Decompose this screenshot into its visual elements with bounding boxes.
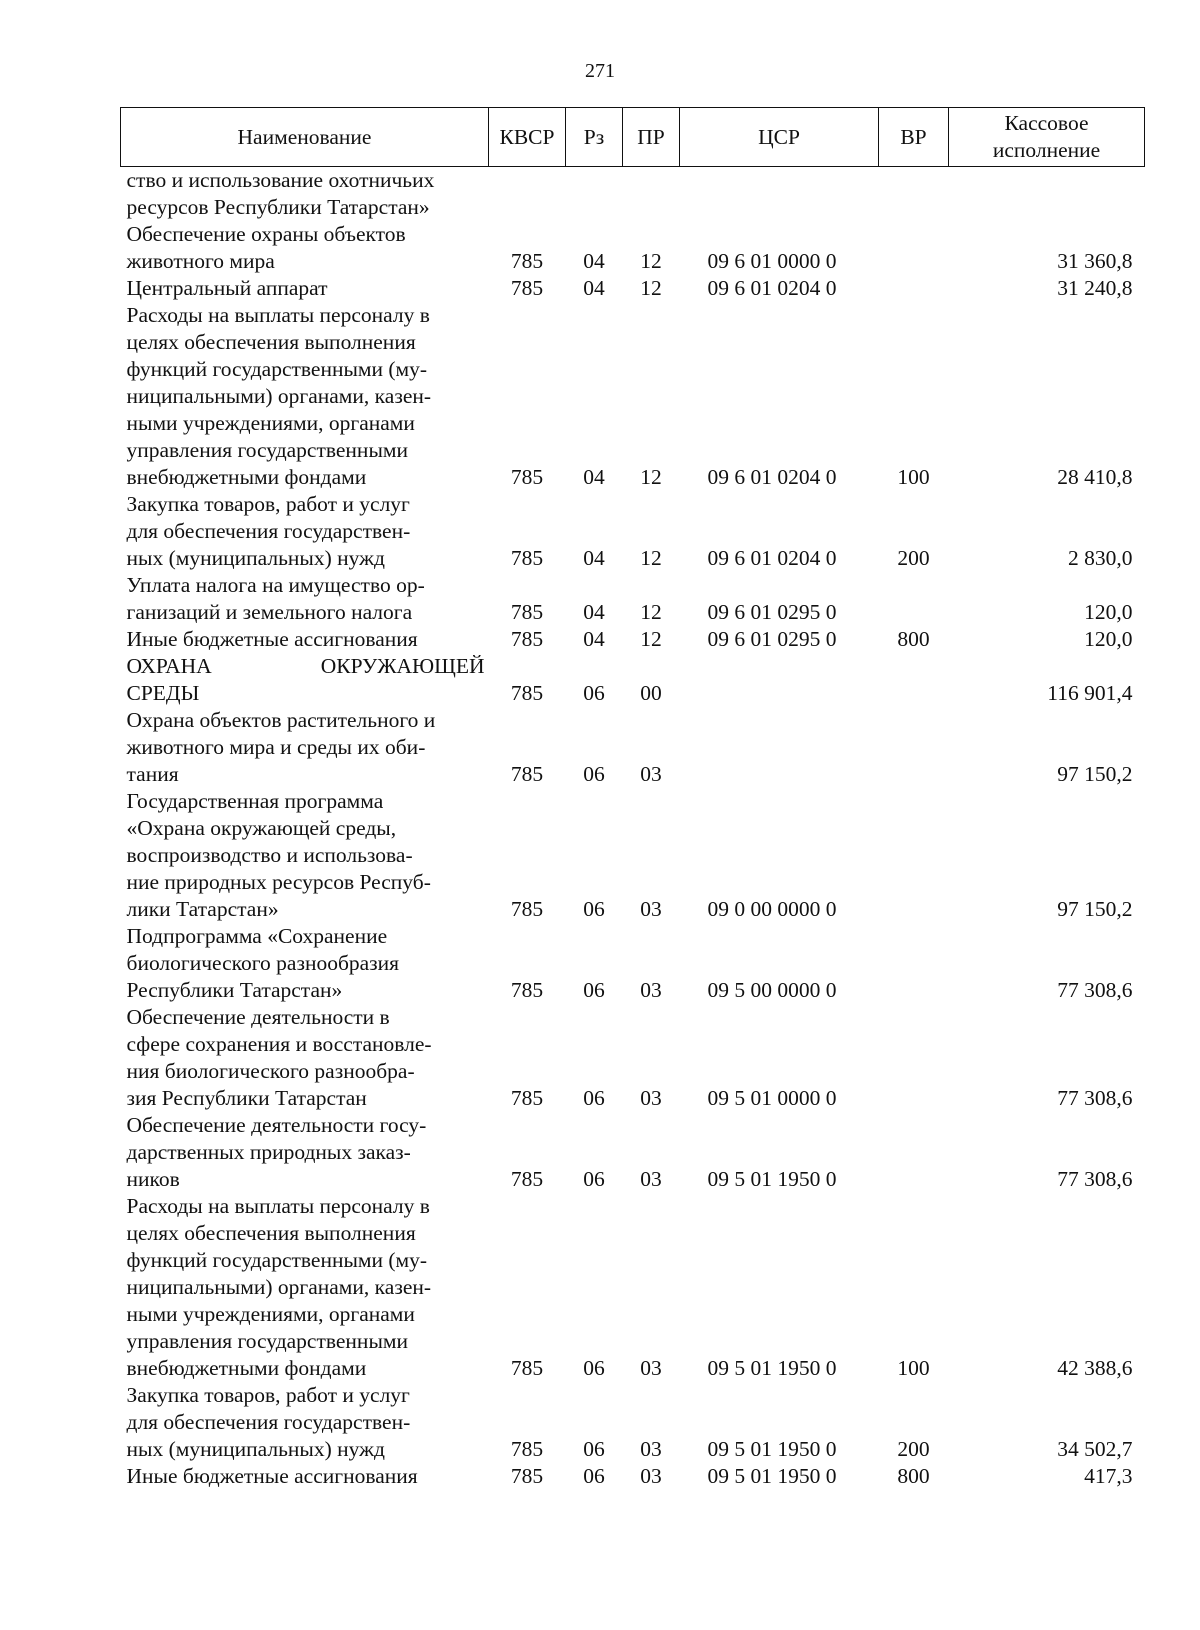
cell-kvsr: 785 bbox=[510, 1086, 544, 1110]
table-row bbox=[121, 1112, 1145, 1193]
cell-csr: 09 5 01 1950 0 bbox=[707, 1464, 837, 1488]
cell-rz: 06 bbox=[583, 978, 605, 1002]
page-number: 271 bbox=[585, 60, 615, 82]
cell-kvsr: 785 bbox=[510, 276, 544, 300]
cell-pr bbox=[623, 167, 680, 222]
cell-sum: 116 901,4 bbox=[1047, 681, 1133, 705]
cell-csr bbox=[680, 707, 879, 788]
cell-kvsr bbox=[489, 167, 566, 222]
table-body bbox=[121, 167, 1145, 1491]
cell-pr: 12 bbox=[640, 276, 662, 300]
cell-name: Обеспечение деятельности в сфере сохранения и восстановле- ния биологического разнообра- зия Республики Татарстан bbox=[126, 1005, 432, 1110]
cell-rz: 04 bbox=[583, 627, 605, 651]
cell-pr: 03 bbox=[640, 1437, 662, 1461]
header-csr: ЦСР bbox=[680, 108, 879, 167]
cell-name: Охрана объектов растительного и животного мира и среды их оби- тания bbox=[126, 708, 436, 786]
cell-kvsr: 785 bbox=[510, 546, 544, 570]
cell-rz bbox=[566, 167, 623, 222]
cell-sum: 77 308,6 bbox=[1057, 1086, 1133, 1110]
cell-pr: 03 bbox=[640, 897, 662, 921]
cell-pr: 00 bbox=[640, 681, 662, 705]
cell-sum: 42 388,6 bbox=[1057, 1356, 1133, 1380]
cell-sum: 97 150,2 bbox=[1057, 762, 1133, 786]
cell-csr: 09 6 01 0295 0 bbox=[707, 600, 837, 624]
cell-vr bbox=[879, 275, 949, 302]
cell-rz: 06 bbox=[583, 1086, 605, 1110]
cell-sum: 77 308,6 bbox=[1057, 1167, 1133, 1191]
cell-vr: 200 bbox=[897, 1437, 930, 1461]
budget-table-container bbox=[120, 107, 1144, 1490]
cell-vr: 200 bbox=[897, 546, 930, 570]
cell-name: Иные бюджетные ассигнования bbox=[126, 1464, 418, 1488]
cell-pr: 03 bbox=[640, 978, 662, 1002]
cell-sum: 31 360,8 bbox=[1057, 249, 1133, 273]
cell-sum: 417,3 bbox=[1084, 1464, 1133, 1488]
cell-name: Обеспечение охраны объектов животного мира bbox=[126, 222, 406, 273]
table-header bbox=[121, 108, 1145, 167]
cell-csr: 09 6 01 0000 0 bbox=[707, 249, 837, 273]
cell-name: Расходы на выплаты персоналу в целях обеспечения выполнения функций государственными (му- ниципальными) органами, казен- ными учреждениями, органами управления государственными внебюджетными фондами bbox=[126, 303, 432, 489]
cell-rz: 06 bbox=[583, 762, 605, 786]
cell-csr bbox=[680, 167, 879, 222]
cell-rz: 04 bbox=[583, 249, 605, 273]
cell-kvsr: 785 bbox=[510, 1437, 544, 1461]
cell-rz: 06 bbox=[583, 1437, 605, 1461]
cell-csr: 09 6 01 0204 0 bbox=[707, 465, 837, 489]
cell-vr bbox=[879, 167, 949, 222]
cell-kvsr: 785 bbox=[510, 978, 544, 1002]
cell-name: Центральный аппарат bbox=[126, 276, 328, 300]
table-row bbox=[121, 707, 1145, 788]
cell-pr: 03 bbox=[640, 1356, 662, 1380]
cell-kvsr: 785 bbox=[510, 249, 544, 273]
cell-rz: 04 bbox=[583, 546, 605, 570]
cell-kvsr: 785 bbox=[510, 762, 544, 786]
cell-name: ство и использование охотничьих ресурсов Республики Татарстан» bbox=[126, 168, 435, 219]
cell-name: Государственная программа «Охрана окружающей среды, воспроизводство и использова- ние природных ресурсов Респуб- лики Татарстан» bbox=[126, 789, 431, 921]
cell-sum: 120,0 bbox=[1084, 600, 1133, 624]
cell-vr bbox=[879, 923, 949, 1004]
table-row bbox=[121, 1382, 1145, 1463]
cell-sum: 31 240,8 bbox=[1057, 276, 1133, 300]
cell-name: Подпрограмма «Сохранение биологического разнообразия Республики Татарстан» bbox=[126, 924, 400, 1002]
cell-pr: 12 bbox=[640, 249, 662, 273]
cell-kvsr: 785 bbox=[510, 465, 544, 489]
table-row bbox=[121, 923, 1145, 1004]
cell-csr: 09 6 01 0204 0 bbox=[707, 276, 837, 300]
cell-name: Уплата налога на имущество ор- ганизаций и земельного налога bbox=[126, 573, 425, 624]
cell-name: Обеспечение деятельности госу- дарственных природных заказ- ников bbox=[126, 1113, 427, 1191]
cell-rz: 06 bbox=[583, 1356, 605, 1380]
cell-pr: 03 bbox=[640, 1464, 662, 1488]
cell-pr: 12 bbox=[640, 546, 662, 570]
header-pr: ПР bbox=[623, 108, 680, 167]
cell-pr: 03 bbox=[640, 762, 662, 786]
budget-execution-table bbox=[120, 107, 1145, 1490]
cell-kvsr: 785 bbox=[510, 1167, 544, 1191]
cell-csr: 09 5 01 1950 0 bbox=[707, 1437, 837, 1461]
table-row bbox=[121, 626, 1145, 653]
cell-csr: 09 6 01 0295 0 bbox=[707, 627, 837, 651]
cell-vr bbox=[879, 788, 949, 923]
cell-name: ОХРАНА ОКРУЖАЮЩЕЙ СРЕДЫ bbox=[126, 654, 485, 705]
table-row bbox=[121, 302, 1145, 491]
cell-vr bbox=[879, 1004, 949, 1112]
cell-kvsr: 785 bbox=[510, 1356, 544, 1380]
cell-kvsr: 785 bbox=[510, 600, 544, 624]
cell-sum bbox=[949, 167, 1145, 222]
cell-sum: 97 150,2 bbox=[1057, 897, 1133, 921]
cell-sum: 120,0 bbox=[1084, 627, 1133, 651]
cell-sum: 34 502,7 bbox=[1057, 1437, 1133, 1461]
cell-rz: 06 bbox=[583, 1464, 605, 1488]
header-name: Наименование bbox=[121, 108, 489, 167]
cell-name: Иные бюджетные ассигнования bbox=[126, 627, 418, 651]
table-row bbox=[121, 653, 1145, 707]
cell-pr: 12 bbox=[640, 600, 662, 624]
cell-kvsr: 785 bbox=[510, 627, 544, 651]
cell-rz: 06 bbox=[583, 897, 605, 921]
cell-kvsr: 785 bbox=[510, 897, 544, 921]
table-row bbox=[121, 167, 1145, 222]
table-row bbox=[121, 1463, 1145, 1490]
table-row bbox=[121, 788, 1145, 923]
cell-pr: 12 bbox=[640, 627, 662, 651]
cell-vr: 100 bbox=[897, 465, 930, 489]
table-row bbox=[121, 1004, 1145, 1112]
cell-csr: 09 5 01 1950 0 bbox=[707, 1356, 837, 1380]
cell-csr: 09 5 01 1950 0 bbox=[707, 1167, 837, 1191]
cell-vr bbox=[879, 707, 949, 788]
cell-rz: 04 bbox=[583, 465, 605, 489]
header-sum: Кассовое исполнение bbox=[949, 108, 1145, 167]
cell-csr: 09 5 01 0000 0 bbox=[707, 1086, 837, 1110]
cell-name: Закупка товаров, работ и услуг для обеспечения государствен- ных (муниципальных) нужд bbox=[126, 492, 411, 570]
cell-pr: 12 bbox=[640, 465, 662, 489]
cell-kvsr: 785 bbox=[510, 1464, 544, 1488]
cell-rz: 04 bbox=[583, 276, 605, 300]
cell-vr bbox=[879, 572, 949, 626]
cell-pr: 03 bbox=[640, 1167, 662, 1191]
cell-vr: 800 bbox=[897, 1464, 930, 1488]
cell-vr bbox=[879, 221, 949, 275]
table-row bbox=[121, 572, 1145, 626]
cell-sum: 28 410,8 bbox=[1057, 465, 1133, 489]
cell-rz: 04 bbox=[583, 600, 605, 624]
cell-rz: 06 bbox=[583, 1167, 605, 1191]
cell-name: Расходы на выплаты персоналу в целях обеспечения выполнения функций государственными (му- ниципальными) органами, казен- ными учреждениями, органами управления государственными внебюджетными фондами bbox=[126, 1194, 432, 1380]
cell-vr: 100 bbox=[897, 1356, 930, 1380]
header-vr: ВР bbox=[879, 108, 949, 167]
header-rz: Рз bbox=[566, 108, 623, 167]
table-row bbox=[121, 275, 1145, 302]
cell-name: Закупка товаров, работ и услуг для обеспечения государствен- ных (муниципальных) нужд bbox=[126, 1383, 411, 1461]
cell-vr bbox=[879, 653, 949, 707]
cell-pr: 03 bbox=[640, 1086, 662, 1110]
cell-csr bbox=[680, 653, 879, 707]
cell-vr: 800 bbox=[897, 627, 930, 651]
cell-kvsr: 785 bbox=[510, 681, 544, 705]
table-row bbox=[121, 1193, 1145, 1382]
table-row bbox=[121, 491, 1145, 572]
cell-csr: 09 6 01 0204 0 bbox=[707, 546, 837, 570]
table-row bbox=[121, 221, 1145, 275]
cell-rz: 06 bbox=[583, 681, 605, 705]
cell-vr bbox=[879, 1112, 949, 1193]
cell-sum: 2 830,0 bbox=[1068, 546, 1133, 570]
cell-csr: 09 0 00 0000 0 bbox=[707, 897, 837, 921]
header-kvsr: КВСР bbox=[489, 108, 566, 167]
cell-csr: 09 5 00 0000 0 bbox=[707, 978, 837, 1002]
cell-sum: 77 308,6 bbox=[1057, 978, 1133, 1002]
